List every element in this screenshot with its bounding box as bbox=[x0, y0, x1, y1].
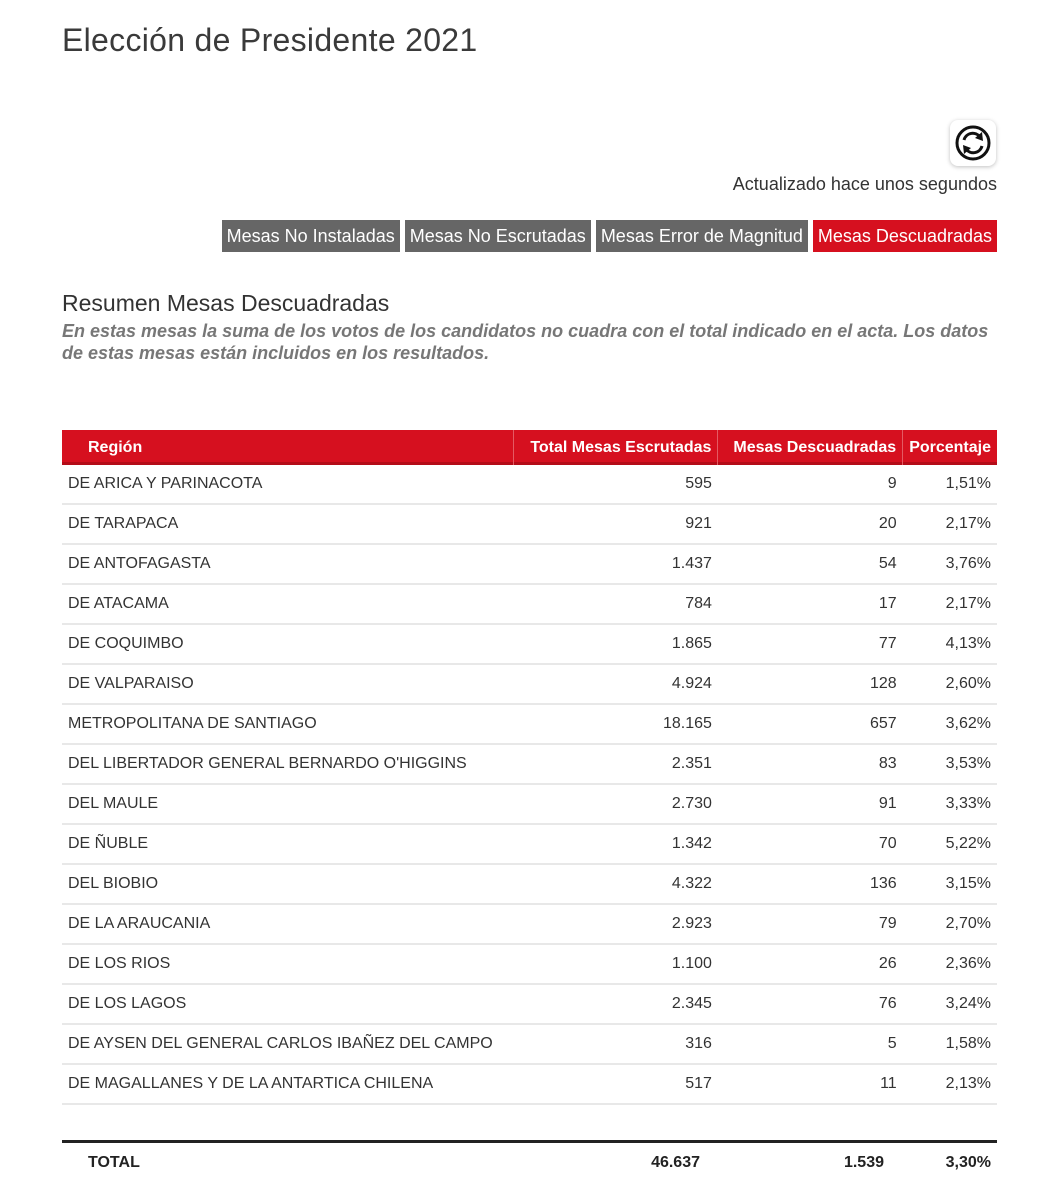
table-row bbox=[62, 744, 997, 784]
cell-region: DE ÑUBLE bbox=[62, 824, 513, 864]
cell-region: DE LA ARAUCANIA bbox=[62, 904, 513, 944]
table-row bbox=[62, 1064, 997, 1104]
table-row bbox=[62, 465, 997, 504]
cell-region: METROPOLITANA DE SANTIAGO bbox=[62, 704, 513, 744]
cell-region: DEL MAULE bbox=[62, 784, 513, 824]
cell-total-escrutadas: 2.923 bbox=[513, 904, 718, 944]
cell-region: DE AYSEN DEL GENERAL CARLOS IBAÑEZ DEL CAMPO bbox=[62, 1024, 513, 1064]
cell-porcentaje: 3,33% bbox=[903, 784, 997, 824]
cell-porcentaje: 2,36% bbox=[903, 944, 997, 984]
cell-descuadradas: 26 bbox=[718, 944, 903, 984]
table-row bbox=[62, 704, 997, 744]
cell-porcentaje: 3,53% bbox=[903, 744, 997, 784]
cell-porcentaje: 3,15% bbox=[903, 864, 997, 904]
cell-total-escrutadas: 2.351 bbox=[513, 744, 718, 784]
cell-descuadradas: 77 bbox=[718, 624, 903, 664]
cell-total-escrutadas: 1.100 bbox=[513, 944, 718, 984]
cell-descuadradas: 79 bbox=[718, 904, 903, 944]
total-porcentaje: 3,30% bbox=[945, 1154, 991, 1171]
cell-descuadradas: 657 bbox=[718, 704, 903, 744]
table-row bbox=[62, 864, 997, 904]
cell-porcentaje: 3,24% bbox=[903, 984, 997, 1024]
cell-descuadradas: 136 bbox=[718, 864, 903, 904]
cell-descuadradas: 17 bbox=[718, 584, 903, 624]
cell-porcentaje: 5,22% bbox=[903, 824, 997, 864]
cell-region: DE ARICA Y PARINACOTA bbox=[62, 465, 513, 504]
cell-porcentaje: 3,76% bbox=[903, 544, 997, 584]
cell-total-escrutadas: 1.342 bbox=[513, 824, 718, 864]
tab-mesas-no-instaladas[interactable]: Mesas No Instaladas bbox=[222, 220, 400, 252]
cell-region: DE ATACAMA bbox=[62, 584, 513, 624]
cell-region: DEL BIOBIO bbox=[62, 864, 513, 904]
table-row bbox=[62, 784, 997, 824]
cell-descuadradas: 70 bbox=[718, 824, 903, 864]
table-row bbox=[62, 544, 997, 584]
cell-region: DE VALPARAISO bbox=[62, 664, 513, 704]
cell-descuadradas: 76 bbox=[718, 984, 903, 1024]
cell-total-escrutadas: 921 bbox=[513, 504, 718, 544]
cell-region: DE COQUIMBO bbox=[62, 624, 513, 664]
total-row bbox=[62, 1140, 997, 1183]
total-label: TOTAL bbox=[88, 1154, 140, 1171]
total-descuadradas: 1.539 bbox=[843, 1154, 884, 1171]
cell-region: DEL LIBERTADOR GENERAL BERNARDO O'HIGGINS bbox=[62, 744, 513, 784]
cell-region: DE TARAPACA bbox=[62, 504, 513, 544]
cell-porcentaje: 3,62% bbox=[903, 704, 997, 744]
refresh-button[interactable] bbox=[950, 120, 996, 166]
table-row bbox=[62, 664, 997, 704]
cell-total-escrutadas: 18.165 bbox=[513, 704, 718, 744]
cell-porcentaje: 1,58% bbox=[903, 1024, 997, 1064]
header-porcentaje: Porcentaje bbox=[903, 430, 997, 465]
cell-porcentaje: 1,51% bbox=[903, 465, 997, 504]
table-row bbox=[62, 984, 997, 1024]
table-row bbox=[62, 504, 997, 544]
cell-descuadradas: 5 bbox=[718, 1024, 903, 1064]
tab-mesas-no-escrutadas[interactable]: Mesas No Escrutadas bbox=[405, 220, 591, 252]
table-row bbox=[62, 824, 997, 864]
table-header-row bbox=[62, 430, 997, 465]
cell-total-escrutadas: 4.322 bbox=[513, 864, 718, 904]
cell-descuadradas: 9 bbox=[718, 465, 903, 504]
cell-descuadradas: 91 bbox=[718, 784, 903, 824]
header-total-escrutadas: Total Mesas Escrutadas bbox=[513, 430, 718, 465]
cell-descuadradas: 20 bbox=[718, 504, 903, 544]
cell-total-escrutadas: 2.345 bbox=[513, 984, 718, 1024]
table-row bbox=[62, 944, 997, 984]
cell-total-escrutadas: 2.730 bbox=[513, 784, 718, 824]
cell-porcentaje: 2,60% bbox=[903, 664, 997, 704]
tab-bar bbox=[222, 220, 997, 252]
cell-total-escrutadas: 4.924 bbox=[513, 664, 718, 704]
table-row bbox=[62, 584, 997, 624]
cell-total-escrutadas: 1.865 bbox=[513, 624, 718, 664]
table-row bbox=[62, 1024, 997, 1064]
page-title: Elección de Presidente 2021 bbox=[62, 22, 478, 58]
cell-region: DE LOS RIOS bbox=[62, 944, 513, 984]
section-title: Resumen Mesas Descuadradas bbox=[62, 290, 390, 316]
section-description: En estas mesas la suma de los votos de los candidatos no cuadra con el total indicado en el acta. Los datos de estas mesas están incluidos en los resultados. bbox=[62, 321, 989, 363]
cell-porcentaje: 4,13% bbox=[903, 624, 997, 664]
cell-total-escrutadas: 595 bbox=[513, 465, 718, 504]
total-escrutadas: 46.637 bbox=[651, 1154, 700, 1171]
cell-descuadradas: 128 bbox=[718, 664, 903, 704]
table-row bbox=[62, 904, 997, 944]
updated-status: Actualizado hace unos segundos bbox=[732, 174, 997, 194]
table-row bbox=[62, 624, 997, 664]
cell-porcentaje: 2,17% bbox=[903, 504, 997, 544]
cell-descuadradas: 54 bbox=[718, 544, 903, 584]
cell-region: DE LOS LAGOS bbox=[62, 984, 513, 1024]
header-descuadradas: Mesas Descuadradas bbox=[718, 430, 903, 465]
tab-mesas-error-magnitud[interactable]: Mesas Error de Magnitud bbox=[596, 220, 808, 252]
refresh-icon bbox=[955, 125, 991, 161]
cell-total-escrutadas: 517 bbox=[513, 1064, 718, 1104]
cell-descuadradas: 11 bbox=[718, 1064, 903, 1104]
cell-descuadradas: 83 bbox=[718, 744, 903, 784]
summary-table bbox=[62, 430, 997, 1105]
header-region: Región bbox=[62, 430, 513, 465]
cell-total-escrutadas: 784 bbox=[513, 584, 718, 624]
cell-total-escrutadas: 1.437 bbox=[513, 544, 718, 584]
cell-total-escrutadas: 316 bbox=[513, 1024, 718, 1064]
cell-porcentaje: 2,13% bbox=[903, 1064, 997, 1104]
cell-porcentaje: 2,17% bbox=[903, 584, 997, 624]
cell-porcentaje: 2,70% bbox=[903, 904, 997, 944]
cell-region: DE ANTOFAGASTA bbox=[62, 544, 513, 584]
cell-region: DE MAGALLANES Y DE LA ANTARTICA CHILENA bbox=[62, 1064, 513, 1104]
tab-mesas-descuadradas[interactable]: Mesas Descuadradas bbox=[813, 220, 997, 252]
